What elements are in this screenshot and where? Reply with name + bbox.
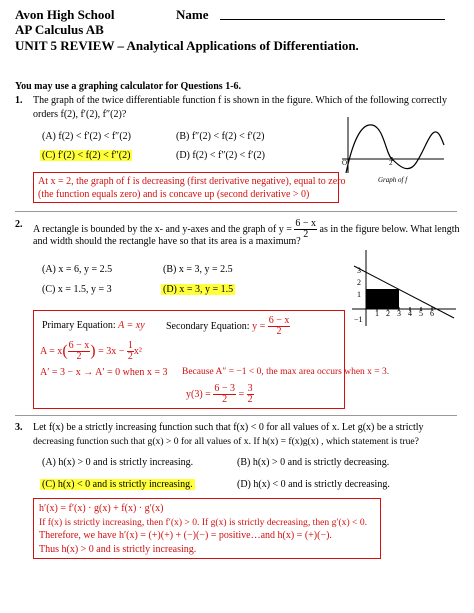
q2-graph-y-tick-1: 1 — [357, 290, 361, 299]
q3-work-line2: If f(x) is strictly increasing, then f′(x) > 0. If g(x) is strictly decreasing, then g′(x) < 0. — [39, 516, 368, 528]
name-label: Name — [176, 7, 209, 22]
calculator-instructions: You may use a graphing calculator for Questions 1-6. — [15, 81, 242, 92]
q3-work-box — [33, 498, 381, 559]
q2-graph-y-tick-2: 2 — [357, 278, 361, 287]
q2-graph-rectangle — [366, 289, 399, 309]
q3-work-line1: h′(x) = f′(x) · g(x) + f(x) · g′(x) — [39, 503, 164, 514]
q2-choice-a[interactable]: (A) x = 6, y = 2.5 — [42, 264, 113, 275]
q2-area-rhs-a: = 3x − — [98, 345, 125, 357]
q2-area-lhs: A = x — [40, 345, 63, 357]
q2-y3-eq — [186, 384, 254, 405]
q3-number: 3. — [15, 422, 23, 433]
q2-primary-eq: A = xy — [118, 320, 145, 331]
q2-work-box — [33, 310, 390, 409]
q2-prompt-part-a: A rectangle is bounded by the x- and y-axes and the graph of — [33, 223, 277, 235]
q2-secondary-den: 2 — [276, 326, 282, 337]
q2-graph-x-tick-4: 4 — [408, 309, 412, 318]
q2-choice-d[interactable]: (D) x = 3, y = 1.5 — [163, 284, 234, 295]
q2-graph-y-tick-neg1: −1 — [354, 315, 363, 324]
q2-area-half-den: 2 — [127, 351, 133, 362]
course-title: AP Calculus AB — [15, 22, 104, 37]
q2-graph-x-tick-3: 3 — [397, 309, 401, 318]
q2-graph-x-tick-1: 1 — [375, 309, 379, 318]
q1-answer-line1: At x = 2, the graph of f is decreasing (first derivative negative), equal to zero — [38, 176, 346, 187]
q3-prompt-line2: decreasing function such that g(x) > 0 for all values of x. If h(x) = f(x)g(x) , which statement is true? — [33, 436, 419, 447]
q2-choice-b[interactable]: (B) x = 3, y = 2.5 — [163, 264, 233, 275]
q1-graph-x2-label: 2 — [389, 159, 393, 167]
q2-area-den: 2 — [76, 351, 82, 362]
q2-primary-label: Primary Equation: — [42, 320, 116, 331]
q2-prompt-line2: and width should the rectangle have so that its area is a maximum? — [33, 236, 301, 247]
q2-graph — [348, 246, 460, 328]
q2-y3-frac2 — [247, 384, 254, 405]
q2-eq-y: y = — [278, 223, 292, 235]
q2-y3-num1: 6 − 3 — [214, 383, 235, 394]
q2-derivative-line: A′ = 3 − x → A′ = 0 when x = 3 — [40, 367, 168, 378]
q1-prompt-line2: orders f(2), f′(2), f″(2)? — [33, 109, 127, 120]
name-field-line[interactable] — [220, 19, 445, 20]
q2-y3-lhs: y(3) = — [186, 388, 211, 400]
q2-y3-equals: = — [238, 388, 245, 400]
q1-choice-c[interactable]: (C) f′(2) < f(2) < f″(2) — [42, 150, 131, 161]
q3-choice-a[interactable]: (A) h(x) > 0 and is strictly increasing. — [42, 457, 194, 468]
q2-derivative-note: Because A″ = −1 < 0, the max area occurs when x = 3. — [182, 367, 390, 377]
q2-choice-c[interactable]: (C) x = 1.5, y = 3 — [42, 284, 112, 295]
q1-number: 1. — [15, 95, 23, 106]
q2-y3-den1: 2 — [222, 394, 228, 405]
q2-area-half — [127, 341, 134, 362]
q2-y3-num2: 3 — [247, 383, 253, 394]
q2-graph-y-tick-3: 3 — [357, 266, 361, 275]
q1-graph-origin-label: O — [342, 159, 348, 167]
q2-secondary-num: 6 − x — [268, 315, 290, 326]
q2-prompt-part-b: as in the figure below. What length — [319, 223, 460, 235]
q1-answer-line2: (the function equals zero) and is concave up (second derivative > 0) — [38, 189, 310, 200]
q1-answer-box — [33, 172, 346, 203]
q2-secondary — [166, 316, 290, 337]
q2-graph-x-tick-6: 6 — [430, 309, 434, 318]
q1-choice-a[interactable]: (A) f(2) < f′(2) < f″(2) — [42, 131, 131, 142]
q3-prompt-line1: Let f(x) be a strictly increasing function such that f(x) < 0 for all values of x. Let g(x) be a strictly — [33, 422, 424, 433]
q2-secondary-fraction — [268, 316, 291, 337]
q1-graph — [338, 115, 448, 180]
q2-number: 2. — [15, 219, 23, 230]
separator-q2-q3 — [15, 415, 457, 416]
q3-choice-d[interactable]: (D) h(x) < 0 and is strictly decreasing. — [237, 479, 390, 490]
q1-choice-b[interactable]: (B) f″(2) < f(2) < f′(2) — [176, 131, 265, 142]
school-name: Avon High School — [15, 7, 115, 22]
q3-choice-c[interactable]: (C) h(x) < 0 and is strictly increasing. — [42, 479, 193, 490]
q2-area-half-num: 1 — [127, 340, 133, 351]
q1-graph-curve — [346, 125, 444, 173]
q2-primary — [42, 320, 145, 331]
q2-y3-den2: 2 — [247, 394, 253, 405]
q2-area-eq: A = x( $\frac{6 - x}{2}$ ) = 3x − $\frac{1}{2}$ x² — [40, 340, 142, 362]
q1-choice-d[interactable]: (D) f(2) < f″(2) < f′(2) — [176, 150, 265, 161]
q2-secondary-eq-lhs: y = — [252, 320, 266, 332]
q1-prompt-line1: The graph of the twice differentiable function f is shown in the figure. Which of the following correctly — [33, 95, 447, 106]
q2-graph-x-tick-2: 2 — [386, 309, 390, 318]
q2-eq-num: 6 − x — [295, 218, 317, 229]
q2-area-rhs-b: x² — [133, 345, 142, 357]
unit-title: UNIT 5 REVIEW – Analytical Applications of Differentiation. — [15, 38, 359, 53]
q3-work-line3: Therefore, we have h′(x) = (+)(+) + (−)(−) = positive…and h(x) = (+)(−). — [39, 530, 332, 541]
q2-area-num: 6 − x — [68, 340, 90, 351]
q2-y3-frac1 — [213, 384, 236, 405]
q2-eq-den: 2 — [303, 229, 309, 240]
q1-graph-caption: Graph of f — [378, 176, 408, 184]
q2-graph-x-tick-5: 5 — [419, 309, 423, 318]
q3-choice-b[interactable]: (B) h(x) > 0 and is strictly decreasing. — [237, 457, 390, 468]
q2-secondary-label: Secondary Equation: — [166, 320, 250, 332]
separator-q1-q2 — [15, 211, 457, 212]
q2-area-fraction — [68, 341, 91, 362]
q3-work-line4: Thus h(x) > 0 and is strictly increasing. — [39, 543, 197, 555]
